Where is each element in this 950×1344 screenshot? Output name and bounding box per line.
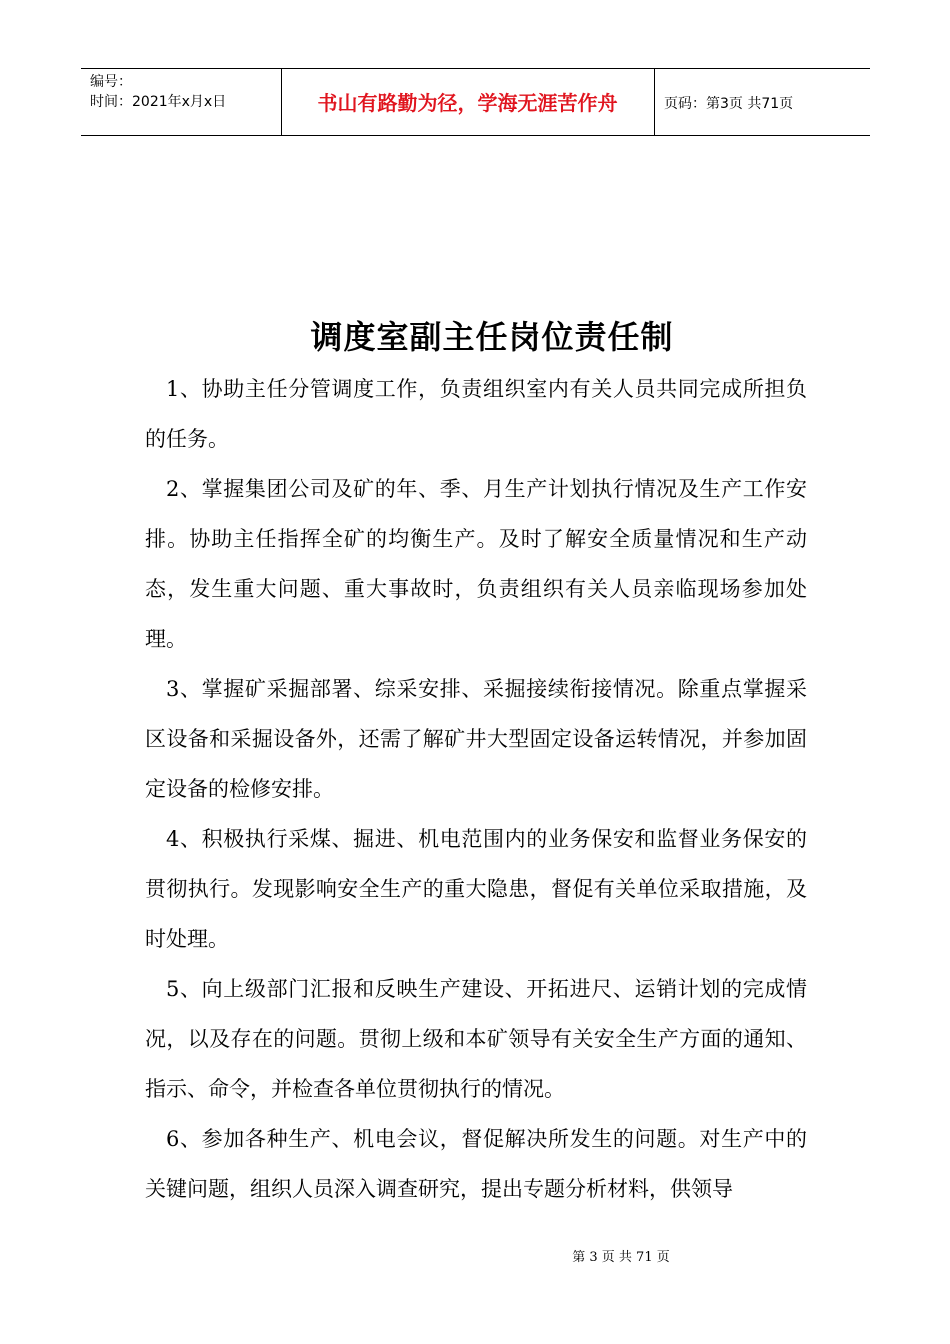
header-divider-right xyxy=(654,68,655,135)
paragraph-5: 5、向上级部门汇报和反映生产建设、开拓进尺、运销计划的完成情况，以及存在的问题。贯彻上级和本矿领导有关安全生产方面的通知、指示、命令，并检查各单位贯彻执行的情况。 xyxy=(145,977,807,1101)
paragraph-3: 3、掌握矿采掘部署、综采安排、采掘接续衔接情况。除重点掌握采区设备和采掘设备外，还需了解矿井大型固定设备运转情况，并参加固定设备的检修安排。 xyxy=(145,677,807,801)
document-title: 调度室副主任岗位责任制 xyxy=(310,318,674,356)
header-meta xyxy=(90,72,226,112)
paragraph-6: 6、参加各种生产、机电会议，督促解决所发生的问题。对生产中的关键问题，组织人员深入调查研究，提出专题分析材料，供领导 xyxy=(145,1127,807,1201)
paragraph-4: 4、积极执行采煤、掘进、机电范围内的业务保安和监督业务保安的贯彻执行。发现影响安全生产的重大隐患，督促有关单位采取措施，及时处理。 xyxy=(145,827,807,951)
paragraph-1: 1、协助主任分管调度工作，负责组织室内有关人员共同完成所担负的任务。 xyxy=(145,377,807,451)
header-rule-bottom xyxy=(81,135,870,136)
document-body xyxy=(145,364,807,1214)
time-label: 时间：2021年x月x日 xyxy=(90,94,227,110)
paragraph-2: 2、掌握集团公司及矿的年、季、月生产计划执行情况及生产工作安排。协助主任指挥全矿的均衡生产。及时了解安全质量情况和生产动态，发生重大问题、重大事故时，负责组织有关人员亲临现场参加处理。 xyxy=(145,477,807,651)
header-page-info: 页码：第3页 共71页 xyxy=(664,96,794,112)
header-motto: 书山有路勤为径，学海无涯苦作舟 xyxy=(317,91,618,115)
number-label: 编号： xyxy=(90,74,132,90)
page-footer: 第 3 页 共 71 页 xyxy=(572,1250,670,1265)
